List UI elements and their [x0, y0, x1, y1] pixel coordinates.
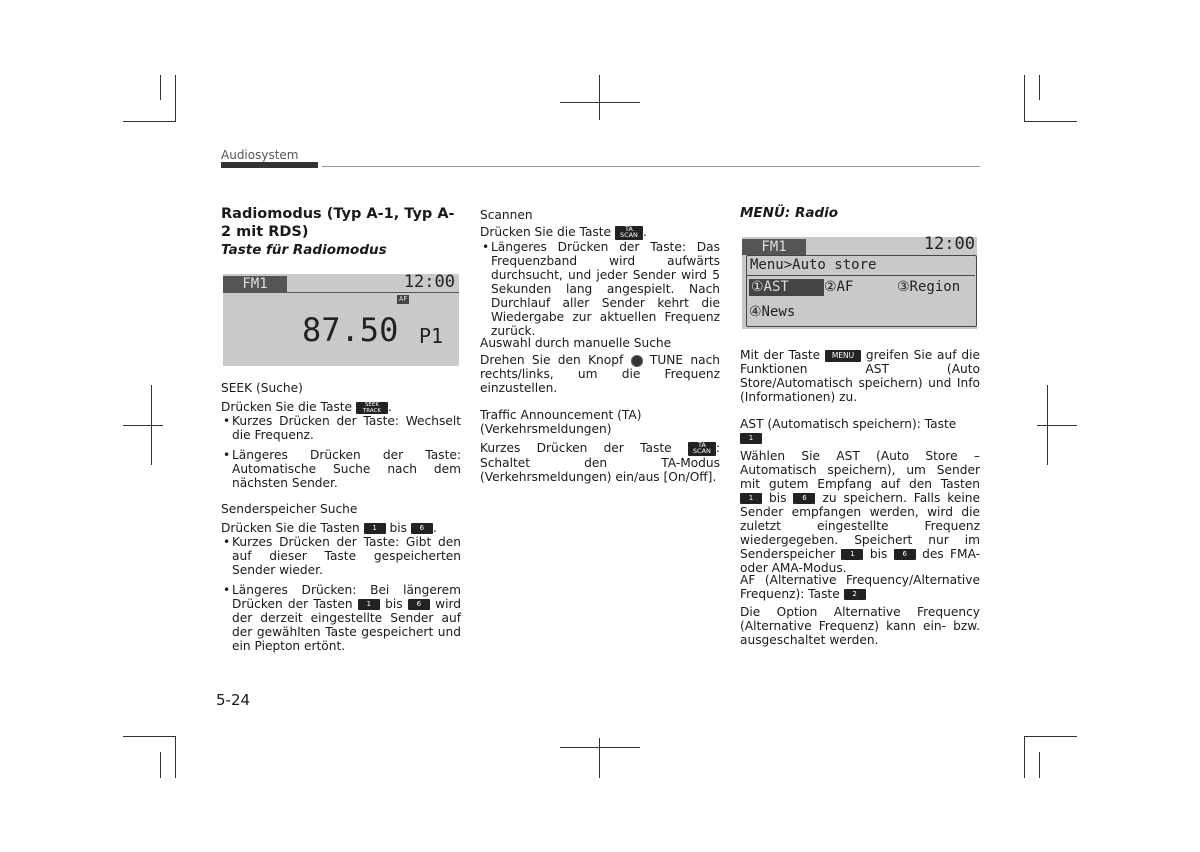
menu-display	[742, 234, 977, 329]
menu-radio-title: MENÜ: Radio	[740, 205, 839, 221]
manual-section	[480, 336, 720, 395]
preset-heading: Senderspeicher Suche	[221, 502, 358, 516]
section-header: Audiosystem	[221, 148, 299, 162]
display-preset: P1	[419, 324, 444, 348]
ta-scan-key-2: TA SCAN	[688, 442, 716, 456]
ta-scan-key: TA SCAN	[615, 226, 643, 240]
ast-key-6: 6	[793, 493, 815, 504]
display-rule	[287, 292, 459, 293]
menu-text: Mit der Taste MENU greifen Sie auf die Funktionen AST (Auto Store/Automatisch speichern) und Info (Informationen) zu.	[740, 348, 981, 404]
af-key: 2	[844, 589, 866, 600]
ast-key: 1	[740, 433, 762, 444]
ta-text: Kurzes Drücken der Taste TA SCAN : Schaltet den TA-Modus (Verkehrsmeldungen) ein/aus [On/Off].	[480, 440, 721, 484]
preset-key-6b: 6	[408, 599, 430, 610]
seek-intro: Drücken Sie die Taste SEEK TRACK .	[221, 400, 392, 414]
preset-key-1: 1	[364, 523, 386, 534]
ast-key-1: 1	[740, 493, 762, 504]
scan-heading: Scannen	[480, 208, 533, 222]
seek-bullet-1: • Kurzes Drücken der Taste: Wechselt die Frequenz.	[221, 414, 461, 442]
display-frequency: 87.50	[302, 311, 399, 349]
menu-key: MENU	[825, 350, 861, 362]
menu-display-band: FM1	[742, 239, 806, 255]
radio-mode-title: Radiomodus (Typ A-1, Typ A-2 mit RDS)	[221, 206, 455, 240]
menu-option-af[interactable]: ②AF	[824, 279, 854, 295]
preset-bullet-1: • Kurzes Drücken der Taste: Gibt den auf dieser Taste gespeicherten Sender wieder.	[221, 535, 461, 577]
preset-key-6: 6	[411, 523, 433, 534]
af-text: Die Option Alternative Frequency (Alternative Frequenz) kann ein- bzw. ausgeschaltet werden.	[740, 605, 980, 647]
preset-intro: Drücken Sie die Tasten 1 bis 6 .	[221, 521, 437, 535]
radio-mode-subtitle: Taste für Radiomodus	[221, 242, 387, 258]
ta-section	[480, 408, 720, 484]
scan-section	[480, 208, 720, 338]
menu-option-region[interactable]: ③Region	[897, 279, 961, 295]
ast-key-6b: 6	[894, 549, 916, 560]
page-number: 5-24	[216, 691, 251, 709]
header-rule	[322, 166, 980, 167]
radio-display	[223, 274, 459, 366]
header-bar	[221, 162, 318, 168]
ast-text: Wählen Sie AST (Auto Store – Automatisch speichern), um Sender mit gutem Empfang auf den Tasten 1 bis 6 zu speichern. Falls keine Sender empfangen werden, wird die zuletzt eingestellte Frequenz wiedergegeben. Speichert nur im Senderspeicher 1 bis 6 des FMA- oder AMA-Modus.	[740, 449, 981, 575]
menu-display-time: 12:00	[923, 234, 975, 254]
seek-bullet-2: • Längeres Drücken der Taste: Automatische Suche nach dem nächsten Sender.	[221, 448, 461, 490]
scan-intro: Drücken Sie die Taste TA SCAN .	[480, 224, 647, 239]
ta-heading: Traffic Announcement (TA) (Verkehrsmeldungen)	[480, 408, 642, 436]
display-band: FM1	[223, 276, 287, 293]
preset-section	[221, 502, 461, 653]
ast-key-1b: 1	[841, 549, 863, 560]
seek-section	[221, 381, 461, 490]
menu-line: Menu>Auto store	[750, 257, 877, 273]
preset-key-1b: 1	[358, 599, 380, 610]
manual-heading: Auswahl durch manuelle Suche	[480, 336, 672, 350]
menu-option-news[interactable]: ④News	[749, 304, 796, 320]
display-time: 12:00	[403, 272, 455, 292]
af-heading: AF (Alternative Frequency/Alternative Frequenz): Taste 2	[740, 573, 980, 601]
manual-text: Drehen Sie den Knopf TUNE nach rechts/links, um die Frequenz einzustellen.	[480, 353, 721, 395]
menu-divider	[746, 275, 975, 276]
seek-heading: SEEK (Suche)	[221, 381, 303, 395]
preset-bullet-2: • Längeres Drücken: Bei längerem Drücken der Tasten 1 bis 6 wird der derzeit eingestellte Sender auf der gewählten Taste gespeichert und ein Piepton ertönt.	[221, 583, 461, 653]
ast-heading: AST (Automatisch speichern): Taste 1	[740, 417, 957, 442]
tune-knob-icon	[631, 355, 643, 367]
display-af: AF	[399, 295, 408, 303]
seek-track-key: SEEK TRACK	[356, 402, 388, 414]
scan-bullet-1: • Längeres Drücken der Taste: Das Frequenzband wird aufwärts durchsucht, und jeder Sender wird 5 Sekunden lang angespielt. Nach Durchlauf aller Sender kehrt die Wiedergabe zur aktuellen Frequenz zurück.	[480, 240, 720, 338]
menu-option-ast[interactable]: ①AST	[749, 279, 824, 296]
